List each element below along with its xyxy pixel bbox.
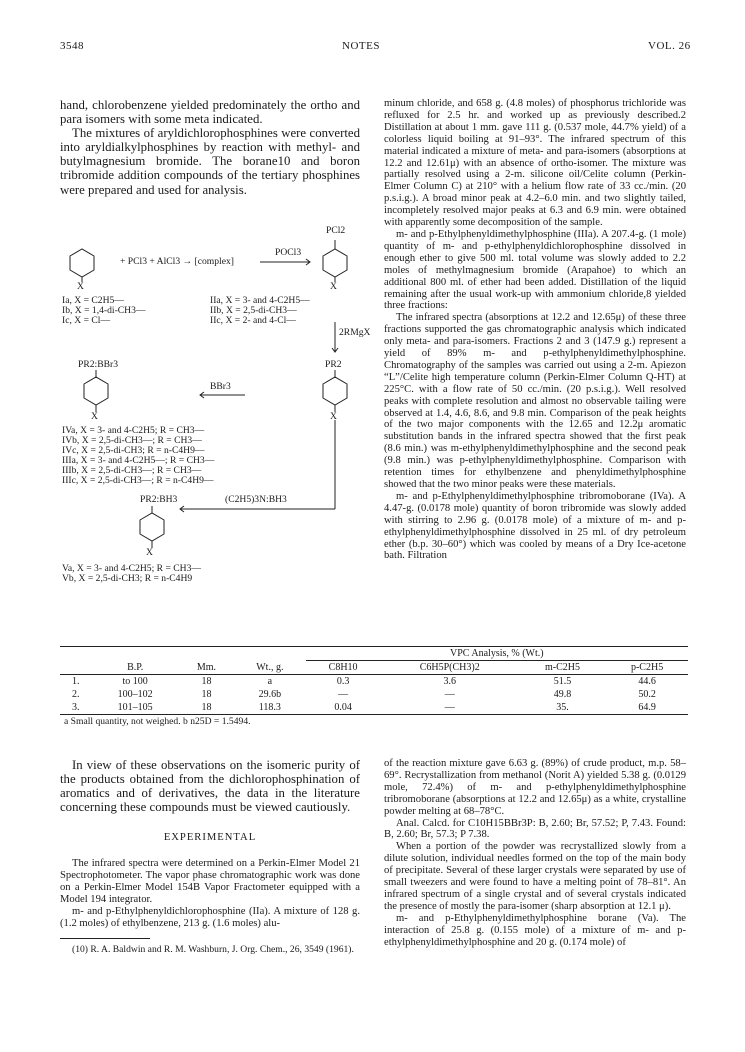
benzene-ring-2 xyxy=(323,249,347,277)
right-bottom-para-3: When a portion of the powder was recrystallized slowly from a dilute solution, individual needles formed on the top of the main body of precipitate. Several of these larger crystals were separated by use of small tweezers and were found to have a melting point of 78–81°. An infrared spectrum of a single crystal and of several crystals indicated the presence of mostly the para-isomer (sharp absorption at 12.1 μ). xyxy=(384,841,686,912)
right-bottom-para-4: m- and p-Ethylphenyldimethylphosphine borane (Va). The interaction of 25.8 g. (0.155 mole) of a mixture of m- and p-ethylphenyldimethylphosphine and 20 g. (0.174 mole) of xyxy=(384,912,686,948)
right-para-2: m- and p-Ethylphenyldimethylphosphine (IIIa). A 207.4-g. (1 mole) quantity of m- and p-ethylphenyldichlorophosphine dissolved in enough ether to give 500 ml. total volume was slowly added to 2.2 moles of methylmagnesium bromide (Arapahoe) to which an additional 800 ml. of ether had been added. Distillation of the liquid remaining after the usual work-up with ammonium chloride,8 yielded three fractions: xyxy=(384,228,686,312)
running-head: NOTES xyxy=(342,40,380,52)
label-Ib: Ib, X = 1,4-di-CH3— xyxy=(62,305,146,316)
cell: 35. xyxy=(556,702,569,713)
conclusion-para: In view of these observations on the isomeric purity of the products obtained from the dichlorophosphination of aromatics and of derivatives, the data in the literature concerning these compounds must be viewed cautiously. xyxy=(60,758,360,815)
cell: 18 xyxy=(201,702,212,713)
pr2-label: PR2 xyxy=(325,359,342,370)
benzene-ring-5 xyxy=(140,513,164,541)
cell: — xyxy=(444,702,455,713)
table-footnote-row xyxy=(60,715,688,729)
cell: 44.6 xyxy=(638,676,656,687)
label-IIc: IIc, X = 2- and 4-Cl— xyxy=(210,315,296,326)
right-column-bottom xyxy=(384,758,686,949)
col-mm: Mm. xyxy=(196,661,217,673)
right-bottom-para-1: of the reaction mixture gave 6.63 g. (89%) of crude product, m.p. 58–69°. Recrystallization from methanol (Norit A) yielded 5.38 g. (0.0129 mole, 72.4%) of m- and p-ethylphenyldimethylphosphine tribromoborane (absorptions at 12.2 and 12.65μ) as a white, crystalline powder melting at 68–78°C. xyxy=(384,758,686,817)
table-row xyxy=(60,675,688,689)
bbr3-reagent: BBr3 xyxy=(210,381,231,392)
x-label-3: X xyxy=(91,411,98,422)
benzene-ring-1 xyxy=(70,249,94,277)
table-row xyxy=(60,701,688,715)
amine-borane-reagent: (C2H5)3N:BH3 xyxy=(225,494,287,505)
cell: 49.8 xyxy=(553,689,572,700)
cell: 118.3 xyxy=(258,702,281,713)
label-IIIc: IIIc, X = 2,5-di-CH3—; R = n-C4H9— xyxy=(62,475,214,486)
x-label-1: X xyxy=(77,281,84,292)
cell: 100–102 xyxy=(117,689,153,700)
cell: 50.2 xyxy=(638,689,656,700)
right-para-3: The infrared spectra (absorptions at 12.2 and 12.65μ) of these three fractions supported the gas chromatographic analysis which indicated only meta- and para-isomers. Fractions 2 and 3 (147.9 g.) represent a yield of 89% m- and p-ethylphenyldimethylphosphine. Chromatography of the samples was carried out using a 2-m. Apiezon “L”/Celite high temperature column (Perkin-Elmer Column Q-HT) at 225°C. with a flow rate of 50 cc./min. (20 p.s.i.g.). Well resolved peaks with complete resolution and almost no observable tailing were observed at 1.4, 4.6, 8.6, and 9.8 min. Comparison of the peak heights of the two major components with the 12.65 and 12.2μ aromatic substitution bands in the infrared spectra showed that the first peak (8.6 min.) was m-ethylphenyldimethylphosphine and the second peak (9.8 min.) was p-ethylphenyldimethylphosphine. Comparison with retention times for ethylbenzene and phenyldimethylphosphine showed that the two minor peaks were these materials. xyxy=(384,312,686,490)
benzene-ring-3 xyxy=(323,377,347,405)
cell: 51.5 xyxy=(553,676,572,687)
cell: a xyxy=(267,676,273,687)
x-label-5: X xyxy=(146,547,153,558)
cell: 2. xyxy=(71,689,80,700)
cell: 18 xyxy=(201,676,212,687)
table-row xyxy=(60,688,688,701)
pr2bh3-label: PR2:BH3 xyxy=(140,494,178,505)
label-IIb: IIb, X = 2,5-di-CH3— xyxy=(210,305,297,316)
reaction-reagents: + PCl3 + AlCl3 → [complex] xyxy=(120,256,234,267)
label-IVa: IVa, X = 3- and 4-C2H5; R = CH3— xyxy=(62,425,205,436)
cell: 18 xyxy=(201,689,212,700)
col-bp: B.P. xyxy=(127,661,144,673)
rmgx-label: 2RMgX xyxy=(339,327,371,338)
pcl2-label: PCl2 xyxy=(326,225,346,236)
page-number: 3548 xyxy=(60,40,84,52)
label-IIIb: IIIb, X = 2,5-di-CH3—; R = CH3— xyxy=(62,465,202,476)
cell: to 100 xyxy=(122,676,148,687)
table-header-row xyxy=(60,661,688,675)
vpc-group-header: VPC Analysis, % (Wt.) xyxy=(306,647,688,661)
analysis-para: Anal. Calcd. for C10H15BBr3P: B, 2.60; Br, 57.52; P, 7.43. Found: B, 2.60; Br, 57.3; P 7.38. xyxy=(384,817,686,841)
reaction-scheme xyxy=(60,224,371,604)
experimental-para-1: The infrared spectra were determined on a Perkin-Elmer Model 21 Spectrophotometer. The vapor phase chromatographic work was done on a Perkin-Elmer Model 154B Vapor Fractometer equipped with a Model 194 integrator. xyxy=(60,858,360,905)
label-IIa: IIa, X = 3- and 4-C2H5— xyxy=(210,295,310,306)
table-footnote: a Small quantity, not weighed. b n25D = 1.5494. xyxy=(64,716,251,727)
cell: 3.6 xyxy=(443,676,456,687)
col-m-c2h5: m-C2H5 xyxy=(545,662,580,673)
left-intro xyxy=(60,98,360,197)
cell: 1. xyxy=(71,676,80,687)
col-c6h5p: C6H5P(CH3)2 xyxy=(419,662,480,673)
left-column-bottom xyxy=(60,758,360,956)
experimental-heading: EXPERIMENTAL xyxy=(163,832,257,844)
label-Ia: Ia, X = C2H5— xyxy=(62,295,124,306)
right-column-top xyxy=(384,98,686,562)
volume-label: VOL. 26 xyxy=(648,40,691,52)
cell: 101–105 xyxy=(117,702,153,713)
experimental-para-2: m- and p-Ethylphenyldichlorophosphine (IIa). A mixture of 128 g. (1.2 moles) of ethylbenzene, 213 g. (1.6 moles) alu- xyxy=(60,905,360,929)
cell: 3. xyxy=(71,702,80,713)
vpc-table xyxy=(60,646,688,728)
cell: 64.9 xyxy=(638,702,656,713)
cell: — xyxy=(444,689,455,700)
right-para-4: m- and p-Ethylphenyldimethylphosphine tribromoborane (IVa). A 4.47-g. (0.0178 mole) quantity of boron tribromide was slowly added with stirring to 2.96 g. (0.0178 mole) of a mixture of m- and p-ethylphenyldimethylphosphine dissolved in 25 ml. of dry petroleum ether (b.p. 30–60°) which was cooled by means of a Dry Ice-acetone bath. Filtration xyxy=(384,490,686,562)
scheme-drawing xyxy=(60,224,360,604)
x-label-2: X xyxy=(330,281,337,292)
cell: — xyxy=(338,689,349,700)
col-c8h10: C8H10 xyxy=(328,662,358,673)
footnote-10: (10) R. A. Baldwin and R. M. Washburn, J. Org. Chem., 26, 3549 (1961). xyxy=(72,943,354,955)
right-para-1: minum chloride, and 658 g. (4.8 moles) of phosphorus trichloride was refluxed for 2.5 hr. and worked up as previously described.2 Distillation at about 1 mm. gave 111 g. (0.537 mole, 44.7% yield) of a colorless liquid boiling at 91–93°. The infrared spectrum of this material indicated a mixture of meta- and para-isomers (absorptions at 12.2 and 12.61μ) with an absence of ortho-isomer. The mixture was partially resolved using a 2-m. silicone oil/Celite column (Perkin-Elmer Column C) at 210° with a helium flow rate of 33 cc./min. (20 p.s.i.g.). A broad minor peak at 4.2–6.0 min. and two slightly tailed, incompletely resolved major peaks at 6.3 and 6.9 min. were obtained with apparently some decomposition of the sample. xyxy=(384,98,686,229)
label-IVc: IVc, X = 2,5-di-CH3; R = n-C4H9— xyxy=(62,445,205,456)
cell: 0.3 xyxy=(336,676,350,687)
pr2bbr3-label: PR2:BBr3 xyxy=(78,359,118,370)
cell: 29.6b xyxy=(258,689,282,700)
label-Ic: Ic, X = Cl— xyxy=(62,315,111,326)
intro-para-1: hand, chlorobenzene yielded predominately the ortho and para isomers with some meta indicated. xyxy=(60,98,360,127)
pocl3-label: POCl3 xyxy=(275,247,302,258)
label-Va: Va, X = 3- and 4-C2H5; R = CH3— xyxy=(62,563,201,574)
intro-para-2: The mixtures of aryldichlorophosphines were converted into aryldialkylphosphines by reaction with methyl- and butylmagnesium bromide. The borane10 and boron tribromide addition compounds of the tertiary phosphines were prepared and used for analysis. xyxy=(60,126,360,197)
col-wt: Wt., g. xyxy=(256,661,284,673)
table-group-row xyxy=(60,647,688,661)
label-IVb: IVb, X = 2,5-di-CH3—; R = CH3— xyxy=(62,435,202,446)
x-label-4: X xyxy=(330,411,337,422)
label-Vb: Vb, X = 2,5-di-CH3; R = n-C4H9 xyxy=(62,573,193,584)
benzene-ring-4 xyxy=(84,377,108,405)
cell: 0.04 xyxy=(334,702,352,713)
col-p-c2h5: p-C2H5 xyxy=(630,662,664,673)
footnote-rule xyxy=(60,938,150,939)
label-IIIa: IIIa, X = 3- and 4-C2H5—; R = CH3— xyxy=(62,455,215,466)
